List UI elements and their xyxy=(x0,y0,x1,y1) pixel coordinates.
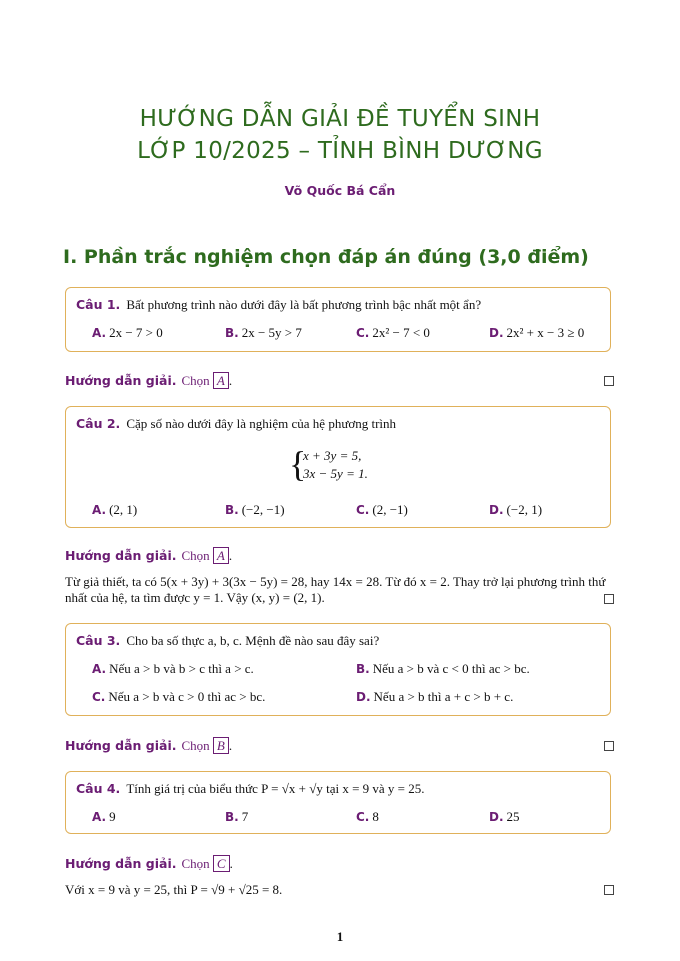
option-a xyxy=(92,502,137,518)
option-text: Nếu a > b và c < 0 thì ac > bc. xyxy=(372,661,530,676)
option-letter: C. xyxy=(356,810,370,824)
answer-box: A xyxy=(213,547,229,564)
option-c xyxy=(356,809,379,825)
question-2-box xyxy=(65,406,611,528)
option-letter: C. xyxy=(356,326,370,340)
answer-box: A xyxy=(213,372,229,389)
answer-2-line xyxy=(65,547,232,564)
qed-square-icon xyxy=(604,741,614,751)
option-b xyxy=(225,325,302,341)
answer-label: Hướng dẫn giải. xyxy=(65,738,177,753)
question-label: Câu 2. xyxy=(76,416,121,431)
question-4-box xyxy=(65,771,611,834)
document-title-line-2: LỚP 10/2025 – TỈNH BÌNH DƯƠNG xyxy=(137,138,543,164)
answer-choose: Chọn xyxy=(181,738,210,753)
answer-choose: Chọn xyxy=(181,548,210,563)
qed-square-icon xyxy=(604,594,614,604)
answer-3-line xyxy=(65,737,232,754)
answer-choose: Chọn xyxy=(181,373,210,388)
question-2-text-row xyxy=(76,416,396,432)
question-4-text-row xyxy=(76,781,425,797)
answer-end: . xyxy=(228,548,233,563)
option-text: 2x² + x − 3 ≥ 0 xyxy=(506,325,585,340)
option-letter: B. xyxy=(225,503,239,517)
question-label: Câu 4. xyxy=(76,781,121,796)
question-1-box xyxy=(65,287,611,352)
option-b xyxy=(225,809,248,825)
equation-1: x + 3y = 5, xyxy=(303,448,362,463)
option-c xyxy=(356,325,430,341)
option-text: 8 xyxy=(372,809,379,824)
question-text: Bất phương trình nào dưới đây là bất phương trình bậc nhất một ẩn? xyxy=(126,297,482,312)
option-c xyxy=(356,502,408,518)
question-3-text-row xyxy=(76,633,379,649)
option-text: (−2, −1) xyxy=(241,502,285,517)
option-letter: D. xyxy=(489,810,504,824)
answer-2-explanation: Từ giả thiết, ta có 5(x + 3y) + 3(3x − 5y) = 28, hay 14x = 28. Từ đó x = 2. Thay trở lại phương trình thứ nhất của hệ, ta tìm được y = 1. Vậy (x, y) = (2, 1). xyxy=(65,574,606,605)
option-letter: A. xyxy=(92,810,107,824)
option-letter: C. xyxy=(356,503,370,517)
question-label: Câu 1. xyxy=(76,297,121,312)
equation-2: 3x − 5y = 1. xyxy=(303,466,368,481)
option-text: 25 xyxy=(506,809,520,824)
question-text: Cho ba số thực a, b, c. Mệnh đề nào sau đây sai? xyxy=(126,633,380,648)
option-a xyxy=(92,661,254,677)
option-letter: C. xyxy=(92,690,106,704)
option-d xyxy=(489,809,520,825)
option-letter: D. xyxy=(356,690,371,704)
option-text: Nếu a > b và b > c thì a > c. xyxy=(109,661,254,676)
option-letter: A. xyxy=(92,503,107,517)
section-heading: I. Phần trắc nghiệm chọn đáp án đúng (3,0 điểm) xyxy=(63,246,589,268)
answer-end: . xyxy=(228,373,233,388)
option-text: (−2, 1) xyxy=(506,502,543,517)
option-d xyxy=(489,325,584,341)
answer-label: Hướng dẫn giải. xyxy=(65,373,177,388)
option-b xyxy=(356,661,530,677)
answer-choose: Chọn xyxy=(181,856,210,871)
question-text: Tính giá trị của biểu thức P = √x + √y tại x = 9 và y = 25. xyxy=(126,781,425,796)
question-3-box xyxy=(65,623,611,716)
option-letter: B. xyxy=(225,326,239,340)
option-text: 2x − 7 > 0 xyxy=(109,325,163,340)
answer-1-line xyxy=(65,372,232,389)
option-letter: D. xyxy=(489,326,504,340)
question-text: Cặp số nào dưới đây là nghiệm của hệ phương trình xyxy=(126,416,397,431)
option-text: 7 xyxy=(241,809,249,824)
option-a xyxy=(92,809,116,825)
question-1-text-row xyxy=(76,297,481,313)
option-letter: B. xyxy=(225,810,239,824)
option-a xyxy=(92,325,163,341)
option-letter: A. xyxy=(92,662,107,676)
answer-label: Hướng dẫn giải. xyxy=(65,856,177,871)
answer-label: Hướng dẫn giải. xyxy=(65,548,177,563)
author-name: Võ Quốc Bá Cẩn xyxy=(284,183,396,198)
option-text: Nếu a > b thì a + c > b + c. xyxy=(373,689,514,704)
option-text: 2x² − 7 < 0 xyxy=(372,325,430,340)
option-letter: B. xyxy=(356,662,370,676)
answer-4-line xyxy=(65,855,233,872)
option-text: (2, 1) xyxy=(109,502,138,517)
equation-system xyxy=(289,444,368,484)
qed-square-icon xyxy=(604,885,614,895)
option-text: (2, −1) xyxy=(372,502,408,517)
option-letter: A. xyxy=(92,326,107,340)
question-label: Câu 3. xyxy=(76,633,121,648)
option-text: Nếu a > b và c > 0 thì ac > bc. xyxy=(108,689,266,704)
option-d xyxy=(356,689,513,705)
answer-end: . xyxy=(229,856,233,871)
option-text: 2x − 5y > 7 xyxy=(241,325,302,340)
document-title-line-1: HƯỚNG DẪN GIẢI ĐỀ TUYỂN SINH xyxy=(139,106,541,132)
answer-4-explanation: Với x = 9 và y = 25, thì P = √9 + √25 = 8. xyxy=(65,882,283,897)
option-text: 9 xyxy=(109,809,116,824)
brace-icon: { xyxy=(289,444,307,484)
page-number: 1 xyxy=(336,929,344,944)
option-letter: D. xyxy=(489,503,504,517)
option-c xyxy=(92,689,265,705)
option-d xyxy=(489,502,542,518)
option-b xyxy=(225,502,285,518)
answer-box: C xyxy=(213,855,230,872)
qed-square-icon xyxy=(604,376,614,386)
answer-box: B xyxy=(213,737,229,754)
answer-end: . xyxy=(228,738,233,753)
